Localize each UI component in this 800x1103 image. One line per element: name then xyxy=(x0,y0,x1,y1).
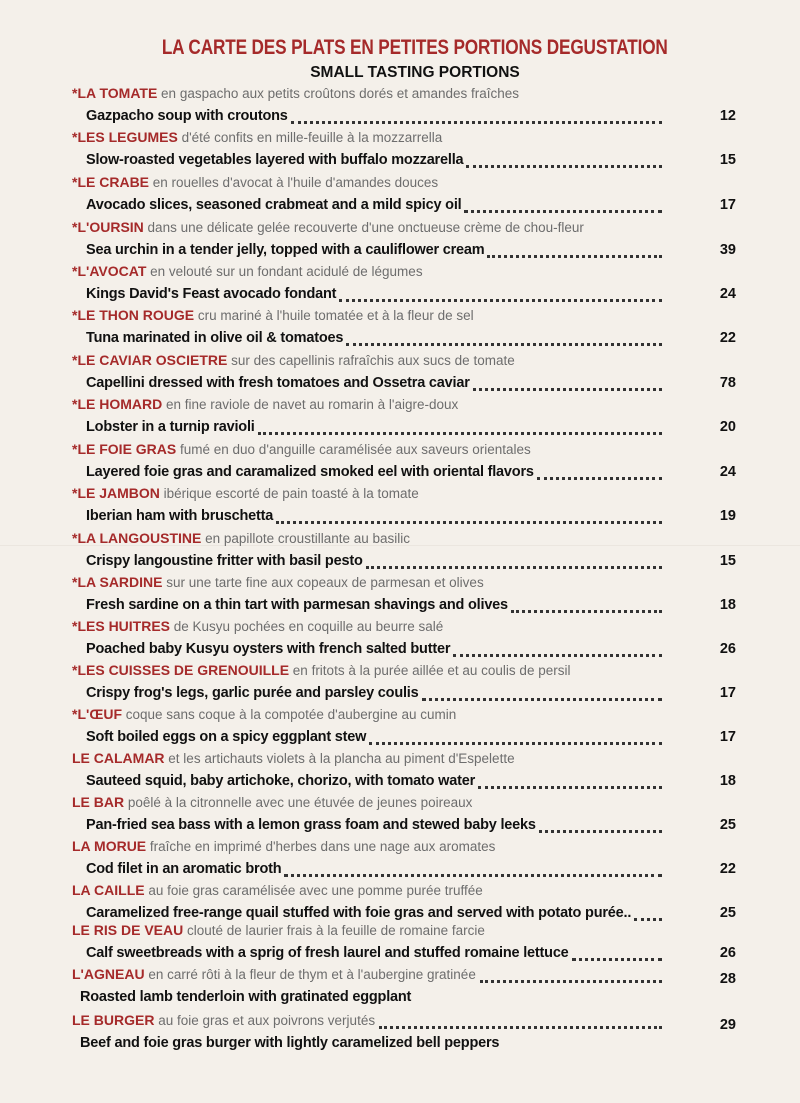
dish-description-en: Soft boiled eggs on a spicy eggplant stew xyxy=(86,729,367,745)
dish-description-fr: en rouelles d'avocat à l'huile d'amandes douces xyxy=(149,175,439,190)
menu-subtitle: SMALL TASTING PORTIONS xyxy=(310,64,520,81)
leader-dots xyxy=(473,377,662,391)
dish-price: 22 xyxy=(719,330,736,346)
dish-name: LA TOMATE xyxy=(77,85,158,101)
menu-item xyxy=(72,84,736,128)
dish-description-en: Fresh sardine on a thin tart with parmesan shavings and olives xyxy=(86,597,508,613)
dish-name: LES HUITRES xyxy=(77,618,171,634)
dish-price: 17 xyxy=(719,685,736,701)
dish-description-fr: et les artichauts violets à la plancha au piment d'Espelette xyxy=(164,751,515,766)
dish-name: LE BURGER xyxy=(72,1012,155,1028)
french-line xyxy=(72,837,732,855)
dish-price: 24 xyxy=(719,286,736,302)
dish-description-en: Slow-roasted vegetables layered with buffalo mozzarella xyxy=(86,152,464,168)
menu-item xyxy=(72,484,736,528)
french-line xyxy=(72,749,732,767)
french-line xyxy=(72,1011,375,1029)
dish-description-fr: au foie gras et aux poivrons verjutés xyxy=(154,1013,376,1028)
leader-dots xyxy=(480,969,662,983)
leader-dots xyxy=(634,907,662,921)
dish-name: LE JAMBON xyxy=(77,485,160,501)
dish-price: 28 xyxy=(719,971,736,987)
leader-dots xyxy=(258,421,662,435)
leader-dots xyxy=(346,332,662,346)
menu-item xyxy=(72,440,736,484)
dish-name: LE CAVIAR OSCIETRE xyxy=(77,352,228,368)
dish-description-fr: poêlé à la citronnelle avec une étuvée de jeunes poireaux xyxy=(124,795,473,810)
leader-dots xyxy=(366,555,662,569)
leader-dots xyxy=(537,466,662,480)
dish-name: LA MORUE xyxy=(72,838,147,854)
dish-price: 39 xyxy=(719,242,736,258)
dish-name: LA SARDINE xyxy=(77,574,163,590)
dish-name: LE CALAMAR xyxy=(72,750,165,766)
dish-description-en: Roasted lamb tenderloin with gratinated eggplant xyxy=(80,989,412,1005)
menu-item xyxy=(72,529,736,573)
french-line xyxy=(72,84,732,102)
french-line xyxy=(72,351,732,369)
dish-name: LES CUISSES DE GRENOUILLE xyxy=(77,662,290,678)
dish-price: 15 xyxy=(719,152,736,168)
dish-description-en: Poached baby Kusyu oysters with french salted butter xyxy=(86,641,451,657)
dish-description-fr: ibérique escorté de pain toasté à la tomate xyxy=(159,486,419,501)
menu-item xyxy=(72,921,736,965)
leader-dots xyxy=(572,947,662,961)
dish-price: 17 xyxy=(719,197,736,213)
menu-title: LA CARTE DES PLATS EN PETITES PORTIONS DEGUSTATION xyxy=(161,36,668,59)
french-line xyxy=(72,529,732,547)
signature-star: * xyxy=(72,174,78,190)
signature-star: * xyxy=(72,352,78,368)
leader-dots xyxy=(422,687,662,701)
dish-price: 18 xyxy=(719,597,736,613)
dish-description-fr: coque sans coque à la compotée d'aubergine au cumin xyxy=(122,707,457,722)
dish-description-fr: en gaspacho aux petits croûtons dorés et amandes fraîches xyxy=(157,86,520,101)
menu-item xyxy=(72,965,736,1009)
french-line xyxy=(72,128,732,146)
menu-item xyxy=(72,306,736,350)
dish-name: LE THON ROUGE xyxy=(77,307,195,323)
leader-dots xyxy=(379,1015,662,1029)
dish-description-en: Calf sweetbreads with a sprig of fresh laurel and stuffed romaine lettuce xyxy=(86,945,569,961)
dish-price: 17 xyxy=(719,729,736,745)
menu-item xyxy=(72,218,736,262)
leader-dots xyxy=(464,199,662,213)
dish-description-fr: en papillote croustillante au basilic xyxy=(201,531,410,546)
dish-description-en: Iberian ham with bruschetta xyxy=(86,508,274,524)
dish-description-fr: clouté de laurier frais à la feuille de romaine farcie xyxy=(183,923,485,938)
dish-name: LE FOIE GRAS xyxy=(77,441,177,457)
leader-dots xyxy=(511,599,662,613)
dish-description-en: Cod filet in an aromatic broth xyxy=(86,861,282,877)
menu-item xyxy=(72,573,736,617)
dish-description-fr: en velouté sur un fondant acidulé de légumes xyxy=(146,264,423,279)
menu-item xyxy=(72,1011,736,1055)
signature-star: * xyxy=(72,574,78,590)
signature-star: * xyxy=(72,129,78,145)
menu-item xyxy=(72,395,736,439)
dish-price: 24 xyxy=(719,464,736,480)
dish-name: L'AVOCAT xyxy=(77,263,147,279)
dish-price: 78 xyxy=(719,375,736,391)
dish-description-en: Layered foie gras and caramalized smoked eel with oriental flavors xyxy=(86,464,534,480)
dish-description-en: Lobster in a turnip ravioli xyxy=(86,419,255,435)
leader-dots xyxy=(291,110,662,124)
dish-price: 18 xyxy=(719,773,736,789)
dish-price: 15 xyxy=(719,553,736,569)
dish-name: L'ŒUF xyxy=(77,706,122,722)
french-line xyxy=(72,965,476,983)
french-line xyxy=(72,306,732,324)
dish-name: L'AGNEAU xyxy=(72,966,145,982)
menu-item xyxy=(72,617,736,661)
dish-description-fr: fraîche en imprimé d'herbes dans une nage aux aromates xyxy=(146,839,496,854)
leader-dots xyxy=(539,819,662,833)
dish-price: 19 xyxy=(719,508,736,524)
french-line xyxy=(72,218,732,236)
dish-description-fr: en fine raviole de navet au romarin à l'aigre-doux xyxy=(162,397,459,412)
menu-item xyxy=(72,749,736,793)
dish-description-fr: d'été confits en mille-feuille à la mozzarrella xyxy=(177,130,443,145)
dish-description-fr: fumé en duo d'anguille caramélisée aux saveurs orientales xyxy=(176,442,531,457)
french-line xyxy=(72,661,732,679)
menu-item xyxy=(72,128,736,172)
dish-description-en: Sea urchin in a tender jelly, topped with a cauliflower cream xyxy=(86,242,485,258)
signature-star: * xyxy=(72,706,78,722)
leader-dots xyxy=(453,643,662,657)
dish-name: LE BAR xyxy=(72,794,125,810)
dish-description-fr: dans une délicate gelée recouverte d'une onctueuse crème de chou-fleur xyxy=(143,220,584,235)
french-line xyxy=(72,440,732,458)
dish-description-fr: en carré rôti à la fleur de thym et à l'aubergine gratinée xyxy=(144,967,476,982)
dish-description-fr: de Kusyu pochées en coquille au beurre salé xyxy=(170,619,444,634)
dish-description-fr: en fritots à la purée aillée et au coulis de persil xyxy=(289,663,571,678)
dish-description-en: Kings David's Feast avocado fondant xyxy=(86,286,337,302)
french-line xyxy=(72,881,732,899)
signature-star: * xyxy=(72,263,78,279)
menu-item xyxy=(72,173,736,217)
dish-description-en: Tuna marinated in olive oil & tomatoes xyxy=(86,330,344,346)
menu-item xyxy=(72,351,736,395)
dish-description-en: Crispy langoustine fritter with basil pesto xyxy=(86,553,363,569)
dish-name: LE RIS DE VEAU xyxy=(72,922,184,938)
french-line xyxy=(72,921,732,939)
leader-dots xyxy=(276,510,662,524)
dish-description-en: Pan-fried sea bass with a lemon grass foam and stewed baby leeks xyxy=(86,817,536,833)
signature-star: * xyxy=(72,662,78,678)
french-line xyxy=(72,705,732,723)
leader-dots xyxy=(369,731,662,745)
french-line xyxy=(72,395,732,413)
menu-item xyxy=(72,881,736,925)
french-line xyxy=(72,484,732,502)
french-line xyxy=(72,617,732,635)
dish-description-en: Crispy frog's legs, garlic purée and parsley coulis xyxy=(86,685,419,701)
dish-price: 26 xyxy=(719,641,736,657)
dish-price: 22 xyxy=(719,861,736,877)
dish-price: 12 xyxy=(719,108,736,124)
dish-name: LA CAILLE xyxy=(72,882,145,898)
dish-description-en: Beef and foie gras burger with lightly caramelized bell peppers xyxy=(80,1035,500,1051)
dish-price: 26 xyxy=(719,945,736,961)
menu-item xyxy=(72,661,736,705)
dish-description-en: Sauteed squid, baby artichoke, chorizo, with tomato water xyxy=(86,773,476,789)
dish-name: LE HOMARD xyxy=(77,396,163,412)
dish-description-fr: sur une tarte fine aux copeaux de parmesan et olives xyxy=(162,575,484,590)
dish-name: LA LANGOUSTINE xyxy=(77,530,202,546)
french-line xyxy=(72,262,732,280)
dish-price: 25 xyxy=(719,817,736,833)
french-line xyxy=(72,173,732,191)
dish-name: LES LEGUMES xyxy=(77,129,178,145)
dish-description-fr: au foie gras caramélisée avec une pomme purée truffée xyxy=(144,883,483,898)
dish-price: 20 xyxy=(719,419,736,435)
menu-item xyxy=(72,262,736,306)
dish-description-en: Gazpacho soup with croutons xyxy=(86,108,288,124)
menu-item xyxy=(72,705,736,749)
signature-star: * xyxy=(72,485,78,501)
leader-dots xyxy=(284,863,662,877)
leader-dots xyxy=(466,154,662,168)
dish-description-en: Avocado slices, seasoned crabmeat and a mild spicy oil xyxy=(86,197,462,213)
dish-name: L'OURSIN xyxy=(77,219,144,235)
dish-name: LE CRABE xyxy=(77,174,150,190)
signature-star: * xyxy=(72,307,78,323)
signature-star: * xyxy=(72,441,78,457)
french-line xyxy=(72,573,732,591)
menu-item xyxy=(72,837,736,881)
dish-description-en: Capellini dressed with fresh tomatoes and Ossetra caviar xyxy=(86,375,470,391)
signature-star: * xyxy=(72,530,78,546)
dish-price: 29 xyxy=(719,1017,736,1033)
dish-price: 25 xyxy=(719,905,736,921)
leader-dots xyxy=(339,288,662,302)
menu-item xyxy=(72,793,736,837)
leader-dots xyxy=(478,775,662,789)
signature-star: * xyxy=(72,219,78,235)
leader-dots xyxy=(487,244,662,258)
signature-star: * xyxy=(72,396,78,412)
signature-star: * xyxy=(72,618,78,634)
french-line xyxy=(72,793,732,811)
dish-description-fr: sur des capellinis rafraîchis aux sucs de tomate xyxy=(227,353,515,368)
signature-star: * xyxy=(72,85,78,101)
dish-description-fr: cru mariné à l'huile tomatée et à la fleur de sel xyxy=(194,308,474,323)
dish-description-en: Caramelized free-range quail stuffed with foie gras and served with potato purée.. xyxy=(86,905,632,921)
